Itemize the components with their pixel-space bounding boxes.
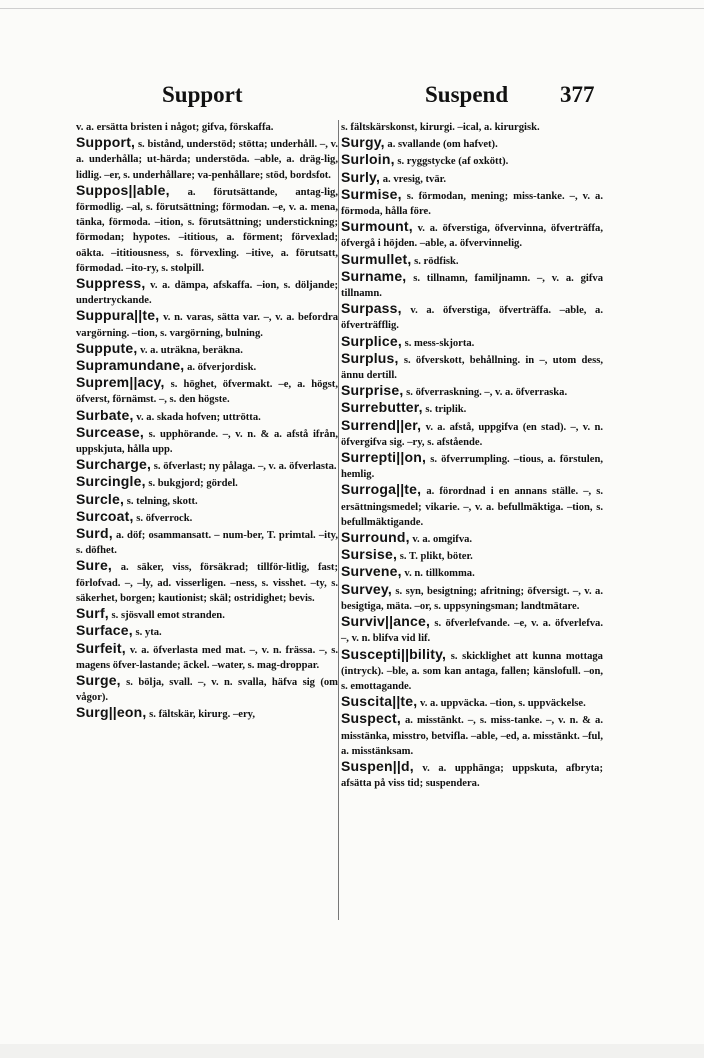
- headword: Suprem||acy,: [76, 374, 165, 391]
- definition: v. n. varas, sätta var. –, v. a. befordra vargörning. –tion, s. vargörning, bulning.: [76, 312, 338, 339]
- dictionary-entry: [341, 614, 603, 646]
- definition: a. svallande (om hafvet).: [387, 139, 498, 151]
- headword: Surface,: [76, 622, 133, 639]
- dictionary-entry: [341, 170, 603, 187]
- headword: Surrepti||on,: [341, 449, 427, 466]
- dictionary-entry: [76, 492, 338, 509]
- headword: Survey,: [341, 580, 392, 597]
- headword: Surgy,: [341, 134, 385, 151]
- headword: Survene,: [341, 563, 402, 580]
- definition: s. ryggstycke (af oxkött).: [397, 156, 509, 168]
- definition: s. syn, besigtning; afritning; öfversigt. –, v. a. besigtiga, mäta. –or, s. uppsyningsman; landtmätare.: [341, 585, 604, 612]
- dictionary-entry: [76, 276, 338, 308]
- definition: s. sjösvall emot stranden.: [111, 610, 225, 622]
- headword: Sursise,: [341, 546, 398, 563]
- dictionary-entry: [341, 383, 603, 400]
- definition: v. a. omgifva.: [412, 534, 473, 546]
- page-top-edge: [0, 0, 704, 9]
- dictionary-entry: [341, 400, 603, 417]
- headword: Surmise,: [341, 185, 402, 202]
- headword: Surroga||te,: [341, 481, 422, 498]
- headword: Surcharge,: [76, 456, 152, 473]
- dictionary-entry: [76, 526, 338, 558]
- headword: Suppos||able,: [76, 181, 170, 198]
- definition: v. a. öfverstiga, öfverträffa. –able, a. öfverträfflig.: [341, 305, 603, 332]
- definition: v. a. dämpa, afskaffa. –ion, s. döljande; undertryckande.: [76, 280, 338, 307]
- headword: Surcease,: [76, 423, 144, 440]
- definition: a. vresig, tvär.: [382, 173, 446, 185]
- dictionary-entry: [341, 118, 603, 135]
- definition: s. bukgjord; gördel.: [148, 478, 238, 490]
- definition: v. n. tillkomma.: [404, 568, 475, 580]
- definition: v. a. upphänga; uppskuta, afbryta; afsätta på viss tid; suspendera.: [341, 762, 603, 790]
- definition: v. a. uppväcka. –tion, s. uppväckelse.: [420, 698, 586, 710]
- dictionary-entry: [76, 118, 338, 135]
- definition: s. öfverlast; ny pålaga. –, v. a. öfverlasta.: [153, 461, 337, 473]
- dictionary-entry: [76, 509, 338, 526]
- definition: s. förmodan, mening; miss-tanke. –, v. a. förmoda, hålla före.: [341, 190, 603, 218]
- definition: v. a. afstå, uppgifva (en stad). –, v. n. öfvergifva sig. –ry, s. afstående.: [341, 421, 604, 448]
- dictionary-entry: [341, 582, 603, 614]
- headword: Sure,: [76, 557, 113, 574]
- definition: v. a. skada hofven; uttrötta.: [136, 411, 261, 423]
- headword: Surge,: [76, 671, 121, 688]
- headword: Suppress,: [76, 275, 146, 292]
- definition: a. döf; osammansatt. – num-ber, T. primtal. –ity, s. döfhet.: [76, 530, 338, 557]
- headword: Surprise,: [341, 382, 404, 399]
- headword: Suspect,: [341, 710, 401, 727]
- dictionary-entry: [76, 408, 338, 425]
- definition: a. misstänkt. –, s. miss-tanke. –, v. n. & a. misstänka, misstro, betvifla. –able, –ed, a. misstänkt. –ful, a. misstänksam.: [341, 715, 603, 757]
- headword: Suscepti||bility,: [341, 645, 447, 662]
- dictionary-entry: [76, 358, 338, 375]
- left-guide-word: Support: [162, 82, 243, 107]
- definition: s. bistånd, understöd; stötta; underhåll. –, v. a. underhålla; ut-härda; understöda. –able, a. dräg-lig, lidlig. –er, s. underhållare; va-penhållare; stöd, bordsfot.: [76, 139, 338, 181]
- definition: v. a. uträkna, beräkna.: [140, 344, 243, 356]
- dictionary-entry: [76, 474, 338, 491]
- headword: Surplus,: [341, 349, 399, 366]
- dictionary-entry: [341, 252, 603, 269]
- dictionary-entry: [341, 647, 603, 695]
- dictionary-entry: [76, 606, 338, 623]
- definition: s. bölja, svall. –, v. n. svalla, häfva sig (om vågor).: [76, 676, 338, 704]
- dictionary-entry: [76, 623, 338, 640]
- dictionary-entry: [76, 705, 338, 722]
- dictionary-entry: [76, 425, 338, 457]
- definition: s. öfverlefvande. –e, v. a. öfverlefva. –, v. n. blifva vid lif.: [341, 618, 603, 645]
- headword: Surcoat,: [76, 507, 134, 524]
- definition: s. öfverskott, behållning. in –, utom dess, ännu dertill.: [341, 354, 603, 382]
- page-number: 377: [560, 82, 595, 107]
- headword: Suspen||d,: [341, 757, 414, 774]
- page-header: [0, 82, 704, 112]
- headword: Surloin,: [341, 151, 395, 168]
- definition: s. yta.: [135, 627, 162, 639]
- headword: Surmullet,: [341, 250, 412, 267]
- headword: Surviv||ance,: [341, 613, 431, 630]
- headword: Suppura||te,: [76, 307, 160, 324]
- column-divider: [338, 120, 339, 920]
- headword: Surcle,: [76, 490, 125, 507]
- definition: v. a. öfverstiga, öfvervinna, öfverträffa, öfvergå i höjden. –able, a. öfvervinnelig.: [341, 223, 603, 250]
- definition: s. fältskärskonst, kirurgi. –ical, a. kirurgisk.: [341, 122, 540, 133]
- page-bottom-margin: [0, 1044, 704, 1058]
- dictionary-entry: [76, 375, 338, 407]
- definition: s. telning, skott.: [126, 495, 198, 507]
- definition: s. tillnamn, familjnamn. –, v. a. gifva tillnamn.: [341, 272, 603, 300]
- headword: Surd,: [76, 525, 113, 542]
- headword: Surmount,: [341, 218, 413, 235]
- headword: Support,: [76, 134, 136, 151]
- right-column: [341, 118, 603, 791]
- dictionary-entry: [341, 187, 603, 219]
- definition: v. a. öfverlasta med mat. –, v. n. frässa. –, s. magens öfver-lastande; äckel. –water, s. mag-droppar.: [76, 644, 338, 671]
- dictionary-entry: [341, 219, 603, 251]
- headword: Surly,: [341, 168, 381, 185]
- definition: s. rödfisk.: [414, 255, 459, 267]
- headword: Surfeit,: [76, 639, 126, 656]
- dictionary-entry: [76, 673, 338, 705]
- dictionary-entry: [341, 482, 603, 530]
- dictionary-entry: [76, 341, 338, 358]
- headword: Surbate,: [76, 406, 134, 423]
- dictionary-entry: [341, 301, 603, 333]
- headword: Supramundane,: [76, 357, 185, 374]
- dictionary-entry: [341, 334, 603, 351]
- dictionary-entry: [341, 564, 603, 581]
- dictionary-entry: [341, 152, 603, 169]
- dictionary-entry: [76, 308, 338, 340]
- definition: s. T. plikt, böter.: [399, 551, 473, 563]
- dictionary-entry: [341, 418, 603, 450]
- definition: s. fältskär, kirurg. –ery,: [149, 709, 256, 721]
- definition: s. höghet, öfvermakt. –e, a. högst, öfverst, förnämst. –, s. den högste.: [76, 379, 338, 406]
- left-column: [76, 118, 338, 723]
- definition: a. säker, viss, försäkrad; tillför-litlig, fast; förlofvad. –, –ly, ad. visserligen. –ness, s. visshet. –ty, s. säkerhet, borgen; kautionist; skäl; ostridighet; bevis.: [76, 562, 338, 604]
- headword: Surg||eon,: [76, 704, 147, 721]
- right-guide-word: Suspend: [425, 82, 509, 107]
- dictionary-entry: [341, 269, 603, 301]
- definition: s. öfverraskning. –, v. a. öfverraska.: [406, 387, 568, 399]
- headword: Surrebutter,: [341, 399, 423, 416]
- definition: v. a. ersätta bristen i något; gifva, förskaffa.: [76, 122, 274, 133]
- dictionary-entry: [341, 547, 603, 564]
- dictionary-entry: [341, 711, 603, 759]
- dictionary-entry: [341, 759, 603, 791]
- dictionary-entry: [341, 450, 603, 482]
- headword: Suscita||te,: [341, 693, 418, 710]
- headword: Surrend||er,: [341, 416, 422, 433]
- definition: s. triplik.: [425, 404, 467, 416]
- dictionary-entry: [341, 351, 603, 383]
- definition: s. mess-skjorta.: [404, 337, 475, 349]
- definition: a. öfverjordisk.: [187, 362, 257, 374]
- headword: Surplice,: [341, 332, 402, 349]
- definition: a. förutsättande, antag-lig, förmodlig. –al, s. förutsättning; förmodan. –e, v. a. mena, tänka, förmoda. –ition, s. förutsättning; understickning; förmodan; hypotes. –ititious, a. förment; förvexlad; oäkta. –ititiousness, s. förvexling. –itive, a. förutsatt, förmodad. –ito-ry, s. stolpill.: [76, 186, 338, 274]
- definition: s. öfverrumpling. –tious, a. förstulen, hemlig.: [341, 454, 603, 481]
- headword: Surcingle,: [76, 473, 146, 490]
- dictionary-entry: [76, 183, 338, 276]
- dictionary-entry: [76, 558, 338, 606]
- dictionary-entry: [76, 641, 338, 673]
- definition: s. upphörande. –, v. n. & a. afstå ifrån, uppskjuta, hålla upp.: [76, 428, 338, 456]
- dictionary-entry: [341, 530, 603, 547]
- definition: s. öfverrock.: [136, 512, 193, 524]
- definition: s. skicklighet att kunna mottaga (intryck). –ble, a. som kan antaga, fallen; känslofull. –on, s. emottagande.: [341, 650, 603, 692]
- dictionary-entry: [341, 694, 603, 711]
- dictionary-entry: [76, 457, 338, 474]
- headword: Surf,: [76, 605, 109, 622]
- headword: Surname,: [341, 267, 407, 284]
- headword: Surround,: [341, 529, 410, 546]
- definition: a. förordnad i en annans ställe. –, s. ersättningsmedel; vikarie. –, v. a. befullmäktiga. –tion, s. befullmäktigande.: [341, 486, 603, 528]
- headword: Surpass,: [341, 300, 402, 317]
- dictionary-entry: [76, 135, 338, 183]
- dictionary-entry: [341, 135, 603, 152]
- headword: Suppute,: [76, 339, 138, 356]
